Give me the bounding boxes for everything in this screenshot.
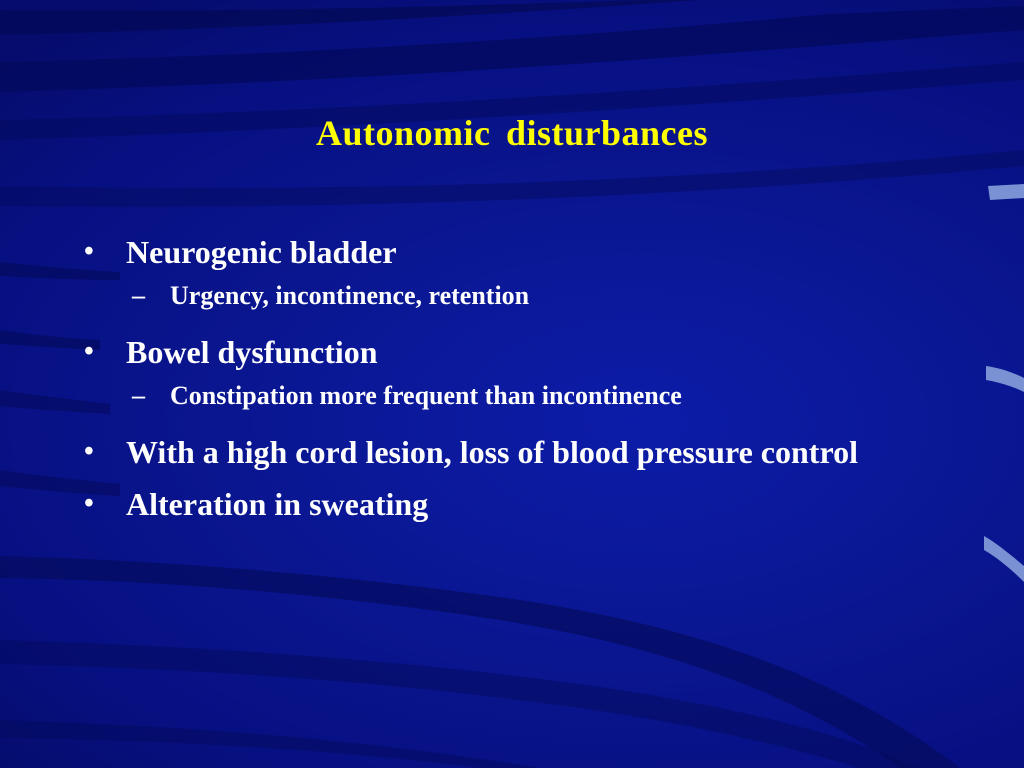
- bullet-item: [84, 428, 944, 476]
- sub-bullet-item: [84, 378, 944, 414]
- slide-title: Autonomic disturbances: [315, 113, 709, 153]
- sub-bullet-item: [84, 278, 944, 314]
- bullet-marker: •: [84, 488, 94, 519]
- bullet-marker: •: [84, 336, 94, 367]
- bullet-text: With a high cord lesion, loss of blood pressure control: [126, 434, 858, 470]
- sub-bullet-text: Constipation more frequent than incontinence: [170, 381, 682, 410]
- sub-bullet-marker: –: [132, 281, 145, 310]
- bullet-text: Neurogenic bladder: [126, 234, 397, 270]
- bullet-item: [84, 228, 944, 276]
- bullet-text: Alteration in sweating: [126, 486, 429, 522]
- bullet-item: [84, 480, 944, 528]
- bullet-marker: •: [84, 436, 94, 467]
- bullet-text: Bowel dysfunction: [126, 334, 378, 370]
- sub-bullet-text: Urgency, incontinence, retention: [170, 281, 530, 310]
- sub-bullet-marker: –: [132, 381, 145, 410]
- bullet-item: [84, 328, 944, 376]
- bullet-marker: •: [84, 236, 94, 267]
- bullet-list: [84, 228, 944, 532]
